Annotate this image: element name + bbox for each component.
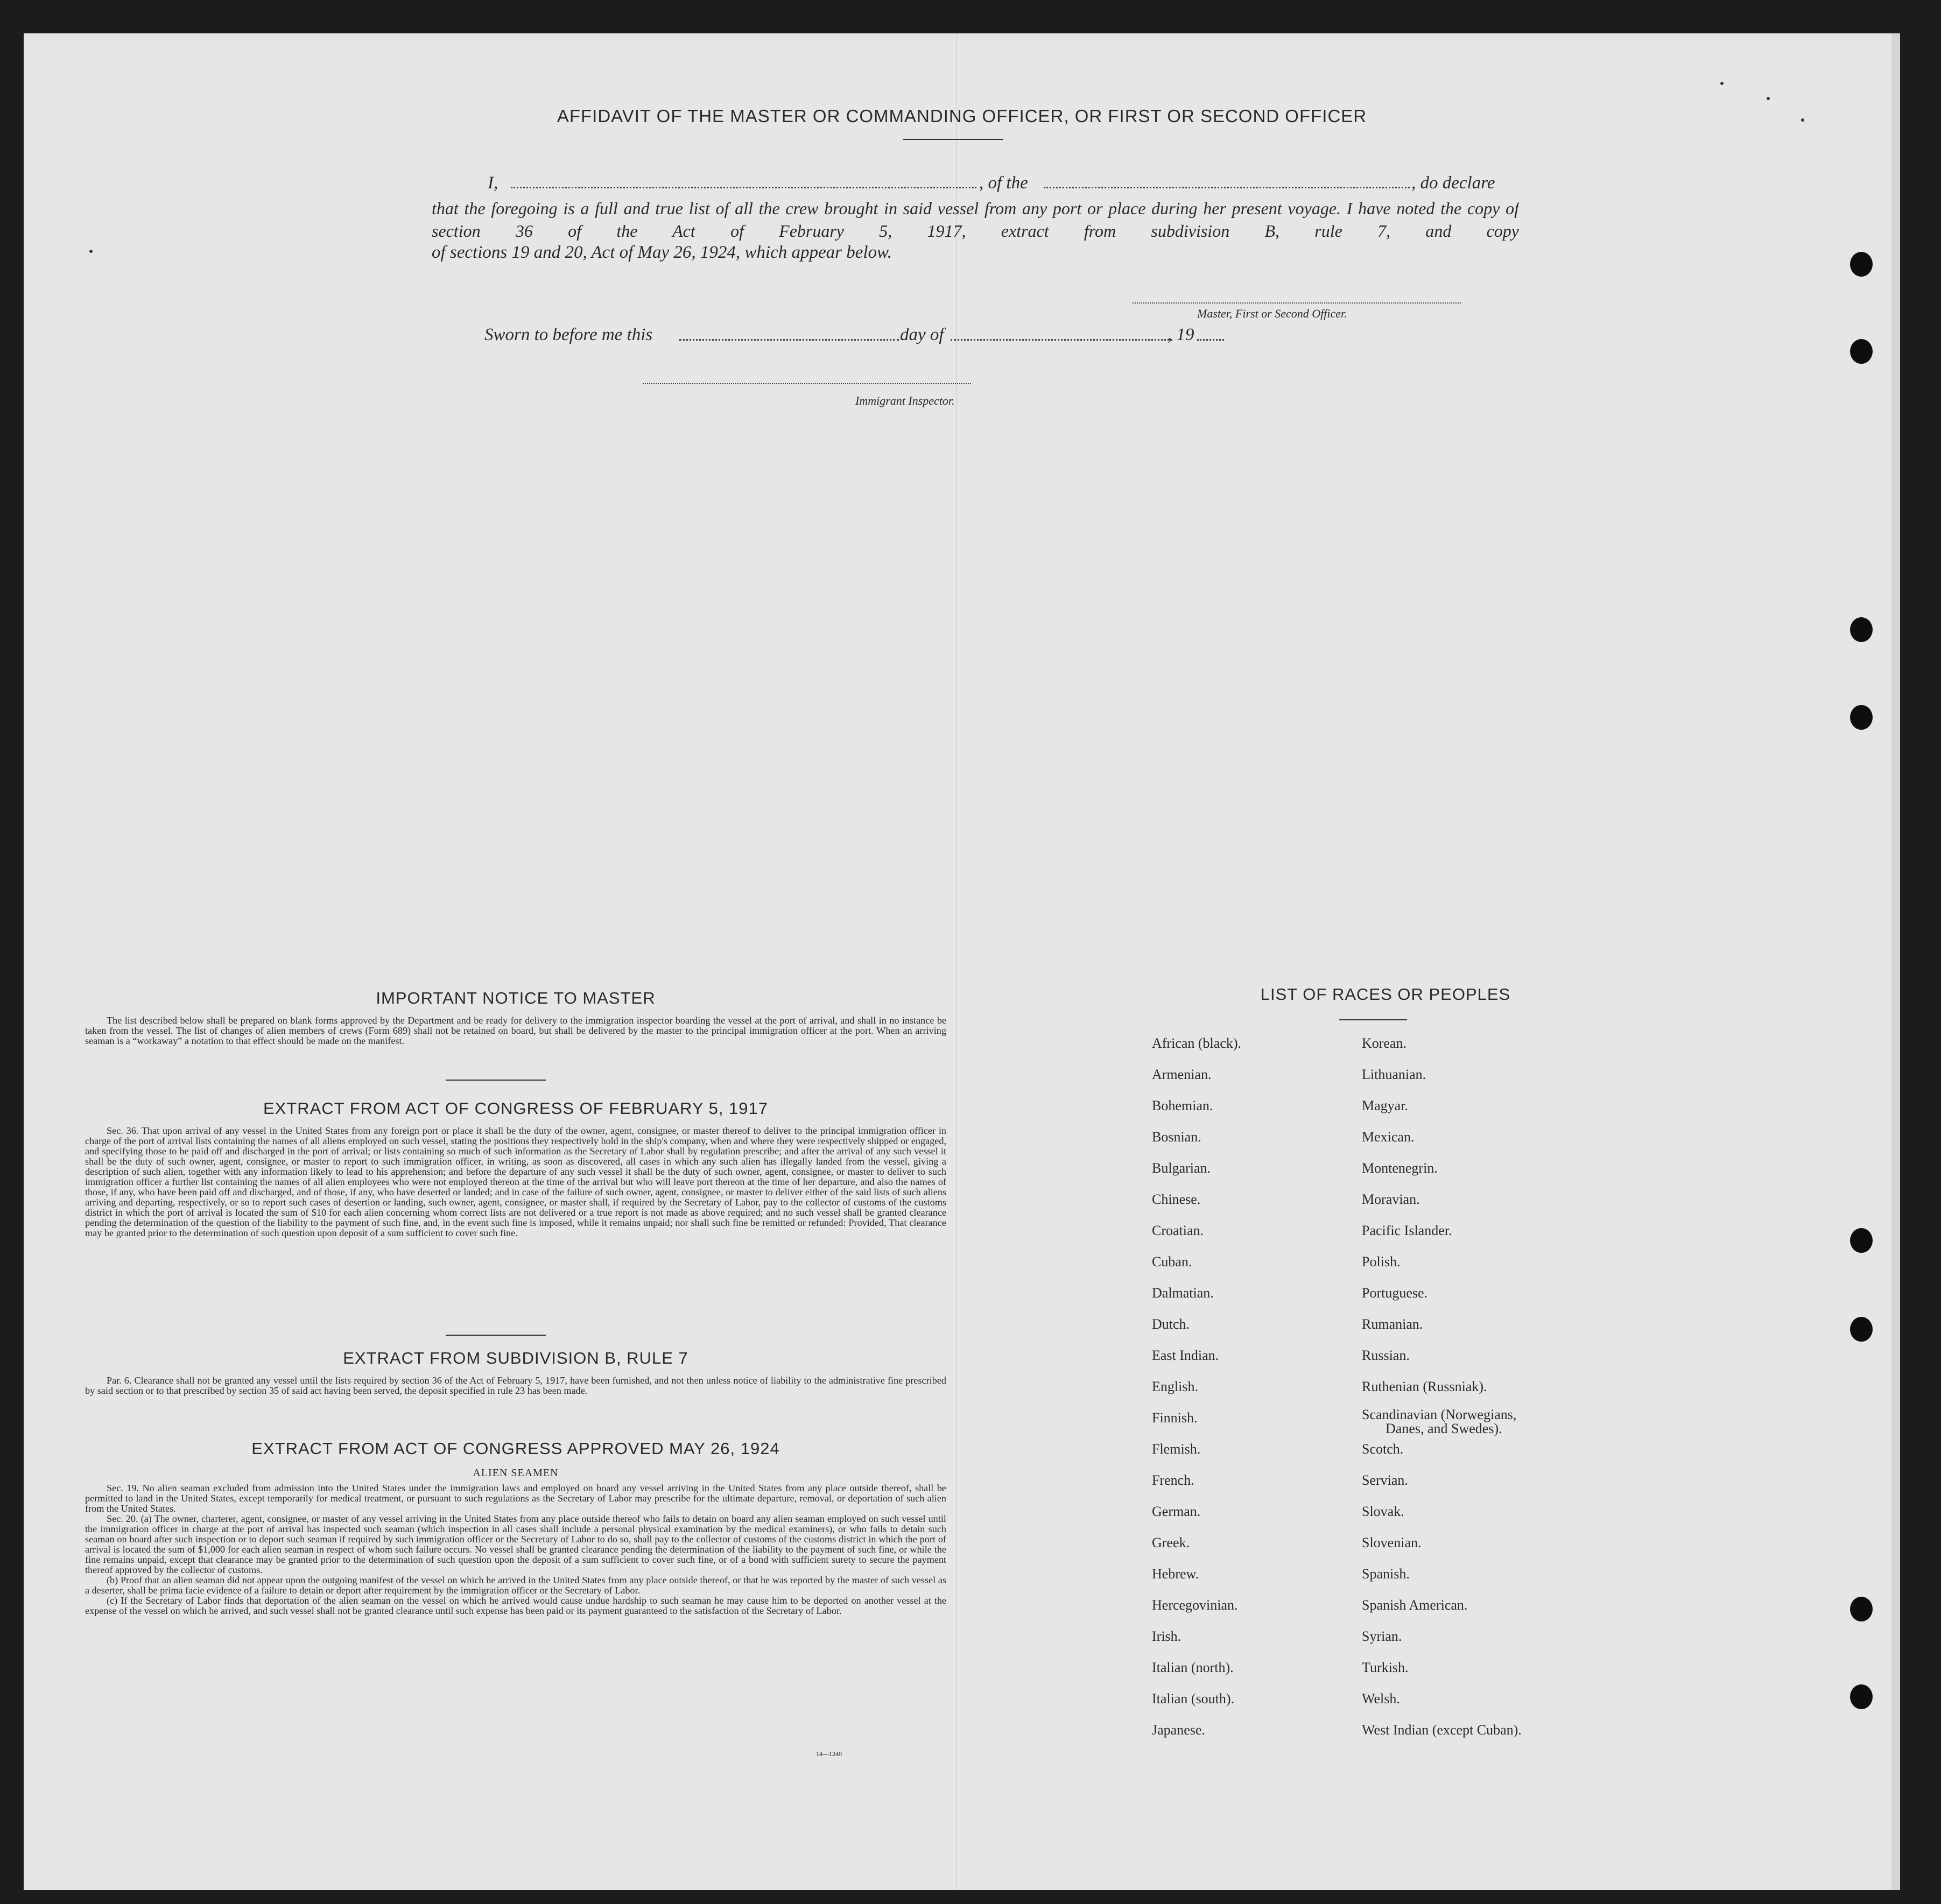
extract-rule7-text	[85, 1376, 946, 1396]
binder-hole	[1850, 1317, 1873, 1342]
extract-1924-text	[85, 1483, 946, 1616]
sec-20b-paragraph: (b) Proof that an alien seaman did not appear upon the outgoing manifest of the vessel on which he arrived in the United States from any place outside thereof, or that he was reported by the master of such vessel as a deserter, shall be prima facie evidence of a failure to detain or deport after requirement by the immigration officer or the Secretary of Labor.	[85, 1575, 946, 1596]
officer-signature-label: Master, First or Second Officer.	[1197, 307, 1347, 320]
race-item: Russian.	[1362, 1348, 1410, 1363]
race-item: Japanese.	[1152, 1722, 1205, 1738]
race-item: Mexican.	[1362, 1129, 1415, 1145]
race-item: Montenegrin.	[1362, 1160, 1438, 1176]
race-item: West Indian (except Cuban).	[1362, 1722, 1522, 1738]
race-item: Welsh.	[1362, 1691, 1400, 1706]
sec-20c-paragraph: (c) If the Secretary of Labor finds that deportation of the alien seaman on the vessel on which he arrived would cause undue hardship to such seaman he may cause him to be deported on another vessel at the expense of the vessel on which he arrived, and such vessel shall not be granted clearance until such expense has been paid or its payment guaranteed to the satisfaction of the Secretary of Labor.	[85, 1595, 946, 1616]
binder-hole	[1850, 1597, 1873, 1621]
race-item: Turkish.	[1362, 1660, 1409, 1675]
sworn-day-field[interactable]	[679, 339, 899, 341]
day-of-label: day of	[900, 325, 944, 344]
alien-seamen-subtitle: ALIEN SEAMEN	[473, 1467, 559, 1479]
sworn-month-field[interactable]	[951, 339, 1172, 341]
extract-rule7-title: EXTRACT FROM SUBDIVISION B, RULE 7	[343, 1349, 688, 1367]
race-item: Croatian.	[1152, 1223, 1204, 1238]
race-item: Spanish American.	[1362, 1597, 1468, 1613]
races-title: LIST OF RACES OR PEOPLES	[1260, 985, 1511, 1004]
race-item: Syrian.	[1362, 1628, 1402, 1644]
affidavit-title: AFFIDAVIT OF THE MASTER OR COMMANDING OFFICER, OR FIRST OR SECOND OFFICER	[557, 106, 1367, 126]
sworn-year-field[interactable]	[1197, 339, 1224, 341]
race-item: Servian.	[1362, 1472, 1408, 1488]
affidavit-body-last: of sections 19 and 20, Act of May 26, 1924, which appear below.	[432, 243, 892, 262]
speck	[1720, 82, 1724, 85]
affidavit-declare-label: , do declare	[1411, 173, 1495, 193]
race-item: Lithuanian.	[1362, 1067, 1426, 1082]
inspector-signature-label: Immigrant Inspector.	[855, 394, 955, 407]
binder-hole	[1850, 1228, 1873, 1253]
sec-20a-paragraph: Sec. 20. (a) The owner, charterer, agent, consignee, or master of any vessel arriving in the United States from any place outside thereof who fails to detain on board any alien seaman employed on such vessel until the immigration officer in charge at the port of arrival has inspected such seaman (which inspection in all cases shall include a personal physical examination by the medical examiners), or who fails to detain such seaman on board after such inspection or to deport such seaman if required by such immigration officer or the Secretary of Labor to do so, shall pay to the collector of customs of the customs district in which the port of arrival is located the sum of $1,000 for each alien seaman in respect of whom such failure occurs. No vessel shall be granted clearance pending the determination of the liability to the payment of such fine, or while the fine remains unpaid, except that clearance may be granted prior to the determination of such question upon the deposit of a sum sufficient to cover such fine, or of a bond with sufficient surety to secure the payment thereof approved by the collector of customs.	[85, 1513, 946, 1575]
officer-signature-field[interactable]	[1133, 302, 1461, 304]
par-6-paragraph: Par. 6. Clearance shall not be granted any vessel until the lists required by section 36 of the Act of February 5, 1917, have been furnished, and not then unless notice of liability to the administrative fine prescribed by said section or to that prescribed by section 35 of said act having been served, the deposit specified in rule 23 has been made.	[85, 1375, 946, 1396]
affidavit-body: that the foregoing is a full and true list of all the crew brought in said vessel from any port or place during her present voyage. I have noted the copy of section 36 of the Act of February 5, 1917, extract from subdivision B, rule 7, and copy	[432, 199, 1519, 241]
race-item: Slovak.	[1362, 1504, 1404, 1519]
race-item: Polish.	[1362, 1254, 1401, 1270]
race-item: Greek.	[1152, 1535, 1190, 1550]
race-item: Hercegovinian.	[1152, 1597, 1238, 1613]
binder-hole	[1850, 252, 1873, 277]
race-item: Bulgarian.	[1152, 1160, 1211, 1176]
title-rule	[903, 139, 1003, 140]
extract-1924-title: EXTRACT FROM ACT OF CONGRESS APPROVED MAY 26, 1924	[251, 1439, 780, 1458]
affidavit-of-the-label: , of the	[979, 173, 1028, 193]
form-number: 14—1240	[816, 1750, 842, 1758]
race-item: Magyar.	[1362, 1098, 1408, 1113]
races-title-rule	[1339, 1019, 1407, 1020]
race-item: Bosnian.	[1152, 1129, 1201, 1145]
race-item: Armenian.	[1152, 1067, 1212, 1082]
race-item: East Indian.	[1152, 1348, 1219, 1363]
race-item: Italian (north).	[1152, 1660, 1234, 1675]
year-label: , 19	[1168, 325, 1194, 344]
race-item: Bohemian.	[1152, 1098, 1213, 1113]
race-item: Spanish.	[1362, 1566, 1410, 1582]
race-item: German.	[1152, 1504, 1201, 1519]
binder-hole	[1850, 339, 1873, 364]
race-item: Dalmatian.	[1152, 1285, 1214, 1301]
affidavit-i-label: I,	[488, 173, 498, 193]
section-36-paragraph: Sec. 36. That upon arrival of any vessel in the United States from any foreign port or place it shall be the duty of the owner, agent, consignee, or master thereof to deliver to the principal immigration officer in charge of the port of arrival lists containing the names of all aliens employed on such vessel, stating the positions they respectively hold in the ship's company, when and where they were respectively shipped or engaged, and specifying those to be paid off and discharged in the port of arrival; or lists containing so much of such information as the Secretary of Labor shall by regulation prescribe; and after the arrival of any such vessel it shall be the duty of such owner, agent, consignee, or master to report to such immigration officer, in writing, as soon as discovered, all cases in which any such alien has illegally landed from the vessel, giving a description of such alien, together with any information likely to lead to his apprehension; and before the departure of any such vessel it shall be the duty of such owner, agent, consignee, or master to deliver to such immigration officer a further list containing the names of all alien employees who were not employed thereon at the time of the arrival but who will leave port thereon at the time of her departure, and also the names of those, if any, who have been paid off and discharged, and of those, if any, who have deserted or landed; and in case of the failure of such owner, agent, consignee, or master to deliver either of the said lists of such aliens arriving and departing, respectively, or so to report such cases of desertion or landing, such owner, agent, consignee, or master shall, if required by the Secretary of Labor, pay to the collector of customs of the customs district in which the port of arrival is located the sum of $10 for each alien concerning whom correct lists are not delivered or a true report is not made as above required; and no such vessel shall be granted clearance pending the determination of the question of the liability to the payment of such fine, and, in the event such fine is imposed, while it remains unpaid; nor shall such fine be remitted or refunded: Provided, That clearance may be granted prior to the determination of such question upon deposit of a sum sufficient to cover such fine.	[85, 1125, 946, 1238]
race-item: Portuguese.	[1362, 1285, 1428, 1301]
race-item: Hebrew.	[1152, 1566, 1199, 1582]
document-page	[24, 33, 1900, 1890]
race-item: Irish.	[1152, 1628, 1182, 1644]
notice-text	[85, 1016, 946, 1046]
race-item: Italian (south).	[1152, 1691, 1235, 1706]
race-item: Moravian.	[1362, 1191, 1420, 1207]
race-item-continuation: Danes, and Swedes).	[1386, 1421, 1502, 1436]
speck	[89, 250, 93, 253]
speck	[1767, 97, 1770, 100]
race-item: Cuban.	[1152, 1254, 1192, 1270]
race-item: Dutch.	[1152, 1316, 1190, 1332]
race-item: English.	[1152, 1379, 1198, 1394]
vessel-name-field[interactable]	[1044, 187, 1410, 188]
inspector-signature-field[interactable]	[643, 383, 971, 384]
section-rule	[446, 1335, 546, 1336]
race-item: Ruthenian (Russniak).	[1362, 1379, 1487, 1394]
race-item: Pacific Islander.	[1362, 1223, 1452, 1238]
extract-1917-text	[85, 1126, 946, 1238]
notice-title: IMPORTANT NOTICE TO MASTER	[376, 989, 656, 1007]
sec-19-paragraph: Sec. 19. No alien seaman excluded from admission into the United States under the immigration laws and employed on board any vessel arriving in the United States from any place outside thereof, shall be permitted to land in the United States, except temporarily for medical treatment, or pursuant to such regulations as the Secretary of Labor may prescribe for the ultimate departure, removal, or deportation of such alien from the United States.	[85, 1483, 946, 1514]
sworn-label: Sworn to before me this	[484, 325, 653, 344]
section-rule	[446, 1080, 546, 1081]
race-item: African (black).	[1152, 1035, 1242, 1051]
race-item: Korean.	[1362, 1035, 1407, 1051]
binder-hole	[1850, 1684, 1873, 1709]
race-item: Flemish.	[1152, 1441, 1201, 1457]
notice-paragraph: The list described below shall be prepared on blank forms approved by the Department and be ready for delivery to the immigration inspector boarding the vessel at the port of arrival, and shall in no instance be taken from the vessel. The list of changes of alien members of crews (Form 689) shall not be retained on board, but shall be delivered by the master to the principal immigration officer at the port. When an arriving seaman is a “workaway” a notation to that effect should be made on the manifest.	[85, 1015, 946, 1046]
binder-hole	[1850, 617, 1873, 642]
page-fold	[956, 33, 957, 1890]
race-item: Chinese.	[1152, 1191, 1201, 1207]
race-item: French.	[1152, 1472, 1194, 1488]
race-item: Scandinavian (Norwegians,	[1362, 1407, 1517, 1422]
extract-1917-title: EXTRACT FROM ACT OF CONGRESS OF FEBRUARY 5, 1917	[263, 1099, 769, 1118]
binder-hole	[1850, 705, 1873, 730]
affiant-name-field[interactable]	[511, 187, 976, 188]
race-item: Rumanian.	[1362, 1316, 1423, 1332]
race-item: Scotch.	[1362, 1441, 1404, 1457]
page-edge	[1891, 33, 1900, 1890]
race-item: Finnish.	[1152, 1410, 1198, 1426]
race-item: Slovenian.	[1362, 1535, 1422, 1550]
